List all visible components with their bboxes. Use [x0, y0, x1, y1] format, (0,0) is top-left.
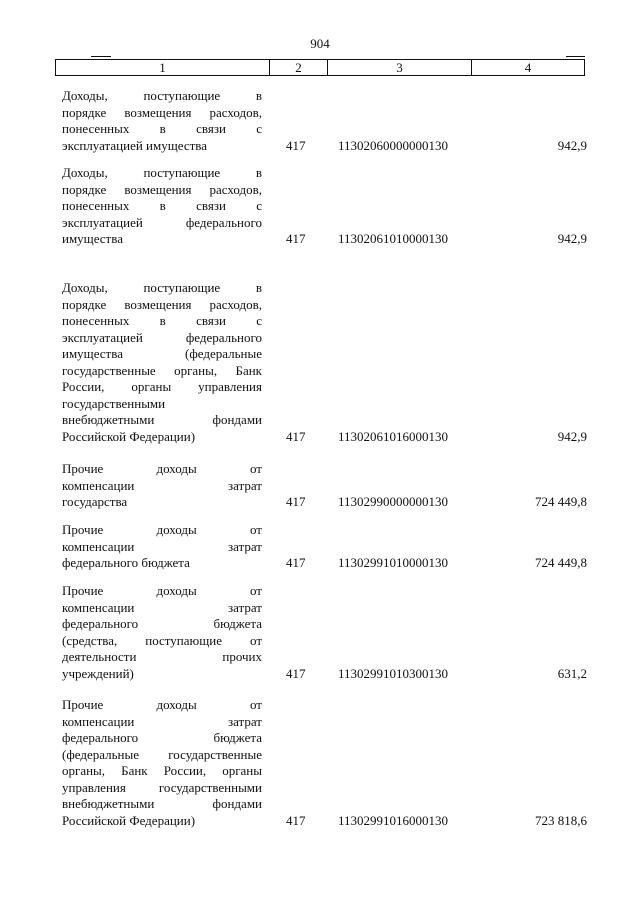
row-name — [62, 280, 262, 445]
row-sum: 724 449,8 — [535, 555, 587, 570]
row-name-line: имущества (федеральные — [62, 346, 262, 361]
row-kbk: 11302991010300130 — [338, 665, 449, 681]
row-name-line: Российской Федерации) — [62, 428, 196, 444]
column-header-3: 3 — [328, 60, 472, 75]
row-sum: 942,9 — [557, 137, 587, 153]
row-name-line: деятельности прочих — [62, 649, 262, 664]
row-kbk: 11302991016000130 — [338, 812, 449, 828]
row-name-line: России, органы управления — [62, 379, 262, 394]
row-name-line: (федеральные государственные — [62, 746, 262, 762]
row-code: 417 — [286, 428, 306, 444]
row-sum: 631,2 — [557, 665, 587, 681]
column-header-1: 1 — [56, 60, 270, 75]
row-name-line: органы, Банк России, органы — [62, 763, 262, 778]
column-header-4: 4 — [524, 60, 532, 75]
column-header-row — [55, 59, 585, 76]
row-name-line: Российской Федерации) — [62, 812, 196, 828]
row-name-line: Прочие доходы от — [62, 583, 262, 598]
row-name-line: эксплуатацией имущества — [62, 137, 208, 153]
row-name-line: компенсации затрат — [62, 477, 262, 493]
column-header-2: 2 — [270, 60, 328, 75]
row-code: 417 — [286, 812, 306, 828]
header-mark-right — [566, 56, 585, 57]
row-kbk: 11302061010000130 — [338, 231, 449, 246]
row-name-line: понесенных в связи с — [62, 198, 262, 213]
row-name-line: учреждений) — [62, 665, 134, 681]
row-code: 417 — [286, 494, 306, 509]
row-name — [62, 165, 262, 248]
row-name-line: внебюджетными фондами — [62, 412, 262, 427]
row-name-line: Прочие доходы от — [62, 522, 262, 537]
row-sum: 723 818,6 — [535, 812, 587, 828]
row-name — [62, 583, 262, 682]
row-name-line: федерального бюджета — [62, 555, 190, 570]
row-name-line: государства — [62, 494, 128, 509]
row-name-line: порядке возмещения расходов, — [62, 296, 262, 312]
row-name-line: Прочие доходы от — [62, 461, 262, 476]
row-name-line: эксплуатацией федерального — [62, 214, 262, 230]
row-name-line: компенсации затрат — [62, 538, 262, 554]
row-name-line: имущества — [62, 231, 123, 246]
row-name-line: Доходы, поступающие в — [62, 280, 262, 295]
row-sum: 724 449,8 — [535, 494, 587, 509]
row-name-line: управления государственными — [62, 779, 262, 795]
row-name-line: порядке возмещения расходов, — [62, 104, 262, 120]
row-kbk: 11302990000000130 — [338, 494, 449, 509]
page-number: 904 — [310, 36, 330, 51]
row-kbk: 11302061016000130 — [338, 428, 449, 444]
row-name-line: государственными — [62, 395, 166, 411]
row-name-line: порядке возмещения расходов, — [62, 181, 262, 197]
row-name-line: эксплуатацией федерального — [62, 329, 262, 345]
row-name-line: внебюджетными фондами — [62, 796, 262, 811]
row-kbk: 11302991010000130 — [338, 555, 449, 570]
header-mark-left — [91, 56, 111, 57]
row-name — [62, 461, 262, 511]
row-name-line: федерального бюджета — [62, 616, 262, 631]
row-name — [62, 522, 262, 572]
row-code: 417 — [286, 231, 306, 246]
row-name-line: (средства, поступающие от — [62, 632, 262, 648]
row-sum: 942,9 — [557, 428, 587, 444]
row-name — [62, 88, 262, 154]
row-sum: 942,9 — [557, 231, 587, 246]
row-name-line: государственные органы, Банк — [62, 362, 262, 378]
row-kbk: 11302060000000130 — [338, 137, 449, 153]
row-code: 417 — [286, 555, 306, 570]
row-name-line: федерального бюджета — [62, 730, 262, 745]
row-name-line: компенсации затрат — [62, 599, 262, 615]
row-name-line: компенсации затрат — [62, 713, 262, 729]
row-name-line: понесенных в связи с — [62, 313, 262, 328]
row-code: 417 — [286, 665, 306, 681]
row-name-line: Прочие доходы от — [62, 697, 262, 712]
row-code: 417 — [286, 137, 306, 153]
row-name — [62, 697, 262, 829]
row-name-line: Доходы, поступающие в — [62, 165, 262, 180]
row-name-line: понесенных в связи с — [62, 121, 262, 136]
row-name-line: Доходы, поступающие в — [62, 88, 262, 103]
